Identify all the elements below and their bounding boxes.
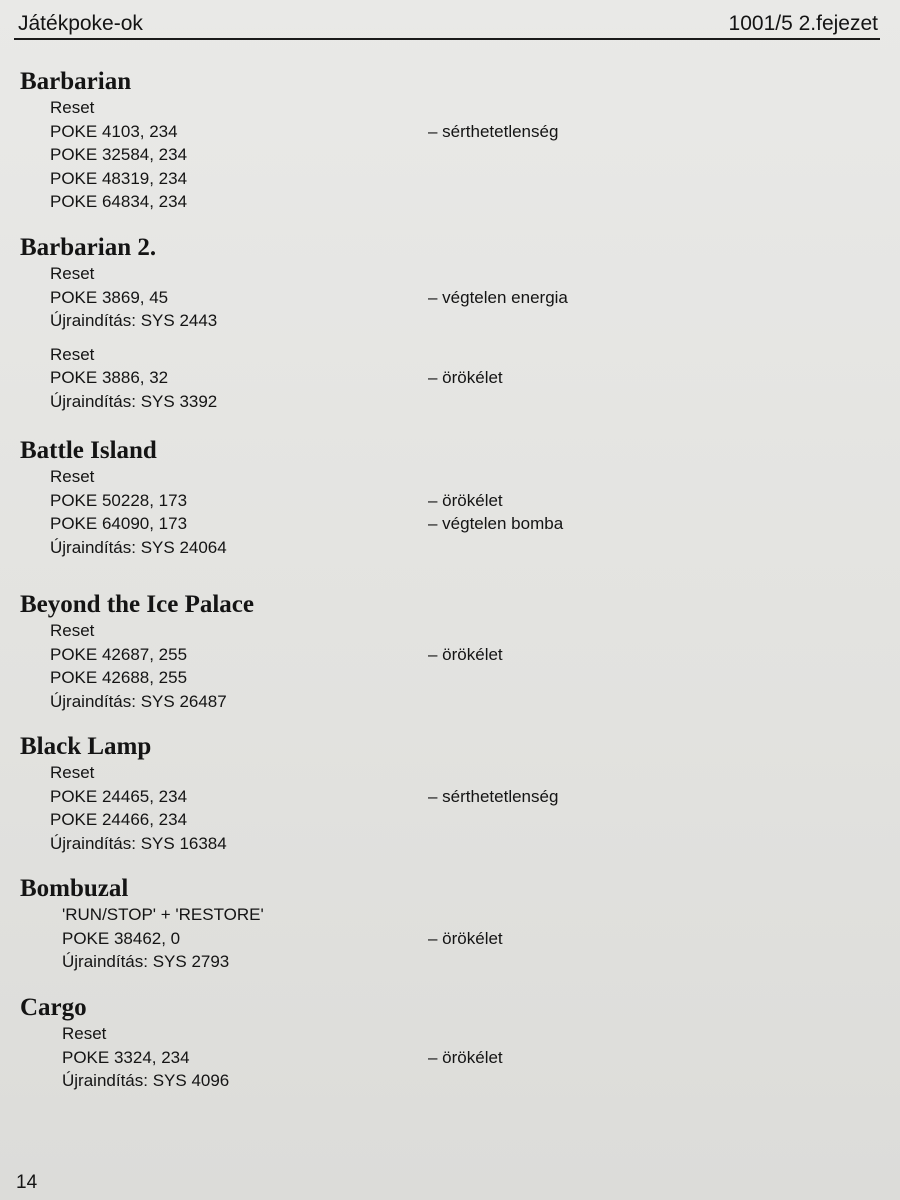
poke-line: POKE 3324, 234 bbox=[62, 1047, 190, 1067]
game-title: Barbarian 2. bbox=[20, 234, 157, 261]
game-title: Cargo bbox=[20, 994, 87, 1021]
game-title: Barbarian bbox=[20, 68, 132, 95]
poke-line: POKE 42687, 255 bbox=[50, 644, 188, 664]
effect-note: – örökélet bbox=[428, 644, 503, 664]
poke-line: POKE 24466, 234 bbox=[50, 810, 188, 829]
poke-line: Reset bbox=[50, 467, 95, 486]
poke-line: Reset bbox=[50, 621, 95, 640]
poke-line: POKE 38462, 0 bbox=[62, 928, 181, 948]
header-chapter-number: 1001/5 2.fejezet bbox=[728, 12, 878, 35]
poke-line: POKE 42688, 255 bbox=[50, 668, 188, 687]
effect-note: – örökélet bbox=[428, 928, 503, 948]
poke-line: Újraindítás: SYS 2793 bbox=[62, 952, 230, 971]
poke-line: Újraindítás: SYS 3392 bbox=[50, 391, 218, 411]
game-title: Black Lamp bbox=[20, 733, 152, 760]
poke-line: POKE 64090, 173 bbox=[50, 514, 188, 533]
game-title: Battle Island bbox=[20, 437, 157, 464]
poke-line: POKE 4103, 234 bbox=[50, 121, 178, 141]
poke-line: Reset bbox=[50, 98, 95, 117]
poke-line: Reset bbox=[50, 344, 95, 364]
poke-line: Reset bbox=[50, 763, 95, 782]
poke-line: Reset bbox=[62, 1024, 107, 1043]
poke-line: POKE 50228, 173 bbox=[50, 490, 188, 510]
poke-line: Újraindítás: SYS 4096 bbox=[62, 1071, 230, 1090]
effect-note: – sérthetetlenség bbox=[428, 121, 559, 141]
game-title: Bombuzal bbox=[20, 875, 129, 902]
poke-line: POKE 24465, 234 bbox=[50, 786, 188, 806]
effect-note: – örökélet bbox=[428, 490, 503, 510]
game-title: Beyond the Ice Palace bbox=[20, 591, 254, 618]
poke-line: Újraindítás: SYS 2443 bbox=[50, 311, 218, 330]
poke-line: Újraindítás: SYS 24064 bbox=[50, 537, 227, 557]
page-number: 14 bbox=[16, 1172, 38, 1193]
poke-line: POKE 48319, 234 bbox=[50, 168, 188, 188]
poke-line: Reset bbox=[50, 264, 95, 283]
effect-note: – örökélet bbox=[428, 1047, 503, 1067]
poke-line: Újraindítás: SYS 16384 bbox=[50, 833, 227, 853]
effect-note: – végtelen bomba bbox=[428, 514, 564, 533]
effect-note: – örökélet bbox=[428, 368, 503, 387]
effect-note: – végtelen energia bbox=[428, 287, 568, 307]
poke-line: POKE 3869, 45 bbox=[50, 287, 169, 307]
poke-line: POKE 3886, 32 bbox=[50, 368, 169, 387]
poke-line: 'RUN/STOP' + 'RESTORE' bbox=[62, 905, 264, 924]
poke-line: POKE 32584, 234 bbox=[50, 145, 188, 164]
header-chapter-title: Játékpoke-ok bbox=[18, 12, 143, 35]
poke-line: POKE 64834, 234 bbox=[50, 192, 188, 211]
poke-line: Újraindítás: SYS 26487 bbox=[50, 691, 227, 711]
effect-note: – sérthetetlenség bbox=[428, 786, 559, 806]
